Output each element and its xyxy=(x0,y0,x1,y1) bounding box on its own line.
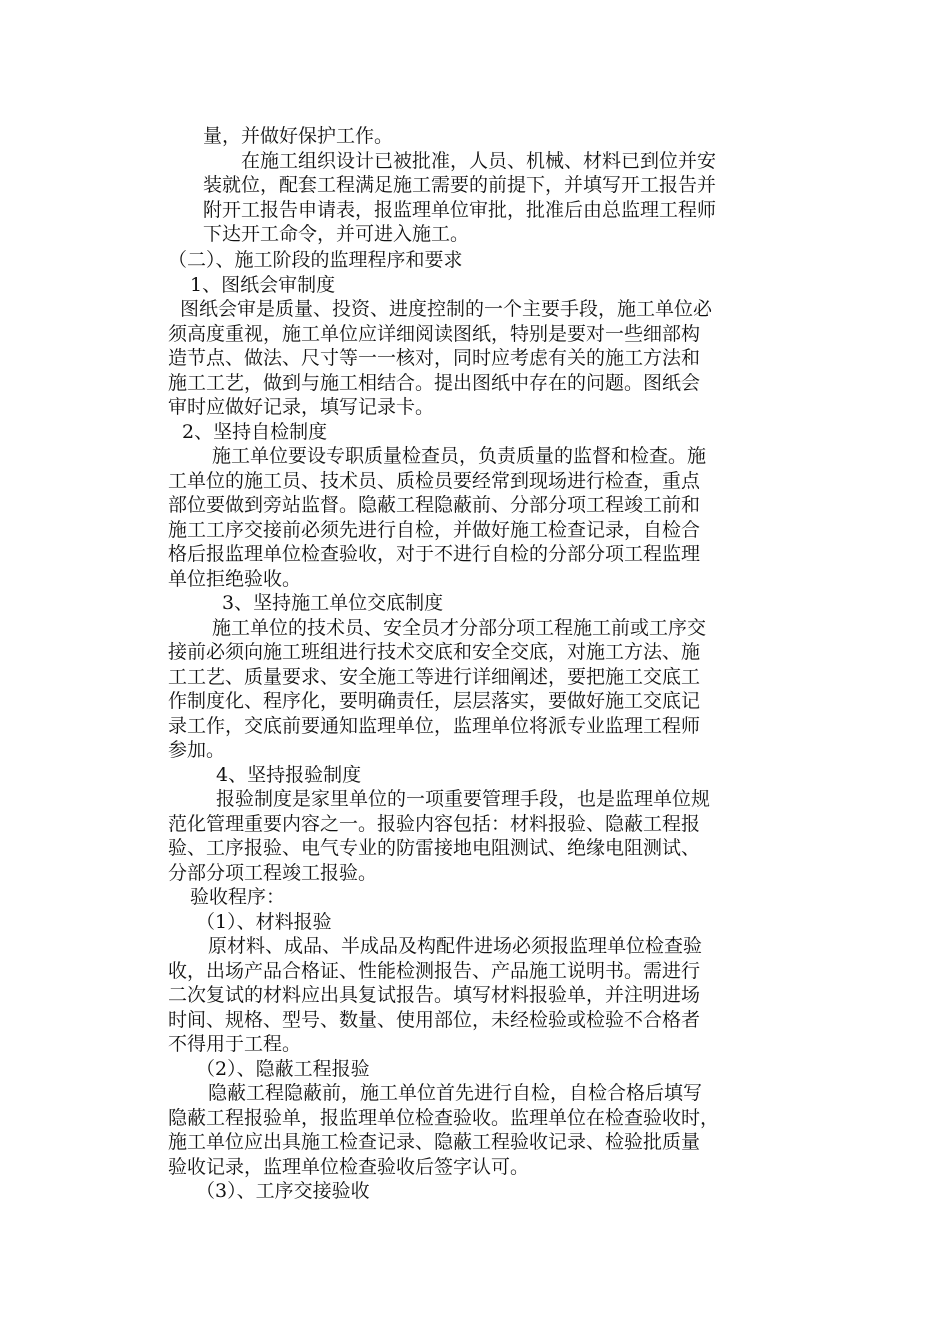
text-line: 施工单位的技术员、安全员才分部分项工程施工前或工序交 xyxy=(212,616,707,639)
heading-inspection-report: 4、坚持报验制度 xyxy=(216,763,362,786)
text-line: 装就位，配套工程满足施工需要的前提下，并填写开工报告并 xyxy=(203,174,717,196)
heading-material-report: （1）、材料报验 xyxy=(196,910,332,933)
text-line: 工单位的施工员、技术员、质检员要经常到现场进行检查，重点 xyxy=(168,469,701,492)
text-line: 部位要做到旁站监督。隐蔽工程隐蔽前、分部分项工程竣工前和 xyxy=(168,494,701,516)
heading-briefing: 3、坚持施工单位交底制度 xyxy=(222,592,444,614)
text-line: 下达开工命令，并可进入施工。 xyxy=(203,223,470,245)
text-line: 录工作，交底前要通知监理单位，监理单位将派专业监理工程师 xyxy=(168,714,701,737)
text-line: 原材料、成品、半成品及构配件进场必须报监理单位检查验 xyxy=(208,935,703,957)
intro-block xyxy=(203,124,813,247)
text-line: 造节点、做法、尺寸等一一核对，同时应考虑有关的施工方法和 xyxy=(168,347,701,369)
text-line: 施工单位要设专职质量检查员，负责质量的监督和检查。施 xyxy=(212,445,707,467)
text-line: 施工工艺，做到与施工相结合。提出图纸中存在的问题。图纸会 xyxy=(168,371,701,394)
text-line: 分部分项工程竣工报验。 xyxy=(168,861,378,884)
text-line: 附开工报告申请表，报监理单位审批，批准后由总监理工程师 xyxy=(203,198,717,221)
heading-self-inspection: 2、坚持自检制度 xyxy=(182,420,328,443)
heading-concealed-work-report: （2）、隐蔽工程报验 xyxy=(196,1057,370,1080)
text-line: 报验制度是家里单位的一项重要管理手段，也是监理单位规 xyxy=(216,788,711,810)
text-line: 量，并做好保护工作。 xyxy=(203,125,394,147)
text-line: 须高度重视，施工单位应详细阅读图纸，特别是要对一些细部构 xyxy=(168,322,701,345)
text-line: 不得用于工程。 xyxy=(168,1033,302,1055)
text-line: 收，出场产品合格证、性能检测报告、产品施工说明书。需进行 xyxy=(168,959,701,982)
text-line: 格后报监理单位检查验收，对于不进行自检的分部分项工程监理 xyxy=(168,543,701,565)
text-line: 施工工序交接前必须先进行自检，并做好施工检查记录，自检合 xyxy=(168,518,701,541)
section-title: （二）、施工阶段的监理程序和要求 xyxy=(168,249,463,271)
text-line: 验、工序报验、电气专业的防雷接地电阻测试、绝缘电阻测试、 xyxy=(168,837,701,859)
text-line: 单位拒绝验收。 xyxy=(168,567,302,590)
main-block xyxy=(168,248,808,1204)
text-line: 接前必须向施工班组进行技术交底和安全交底，对施工方法、施 xyxy=(168,641,701,663)
text-line: 审时应做好记录，填写记录卡。 xyxy=(168,396,435,418)
text-line: 施工单位应出具施工检查记录、隐蔽工程验收记录、检验批质量 xyxy=(168,1131,701,1153)
text-line: 时间、规格、型号、数量、使用部位，未经检验或检验不合格者 xyxy=(168,1008,701,1031)
text-line: 作制度化、程序化，要明确责任，层层落实，要做好施工交底记 xyxy=(168,690,701,712)
procedure-label: 验收程序： xyxy=(190,886,286,908)
text-line: 隐蔽工程隐蔽前，施工单位首先进行自检，自检合格后填写 xyxy=(208,1082,703,1104)
text-line: 二次复试的材料应出具复试报告。填写材料报验单，并注明进场 xyxy=(168,984,701,1006)
text-line: 隐蔽工程报验单，报监理单位检查验收。监理单位在检查验收时， xyxy=(168,1106,720,1129)
text-line: 在施工组织设计已被批准，人员、机械、材料已到位并安 xyxy=(241,149,717,172)
text-line: 范化管理重要内容之一。报验内容包括：材料报验、隐蔽工程报 xyxy=(168,812,701,835)
text-line: 验收记录，监理单位检查验收后签字认可。 xyxy=(168,1155,530,1178)
heading-process-handover: （3）、工序交接验收 xyxy=(196,1180,370,1202)
text-line: 工工艺、质量要求、安全施工等进行详细阐述，要把施工交底工 xyxy=(168,665,701,688)
heading-drawing-review: 1、图纸会审制度 xyxy=(190,273,336,296)
text-line: 参加。 xyxy=(168,739,226,761)
text-line: 图纸会审是质量、投资、进度控制的一个主要手段，施工单位必 xyxy=(180,298,713,320)
